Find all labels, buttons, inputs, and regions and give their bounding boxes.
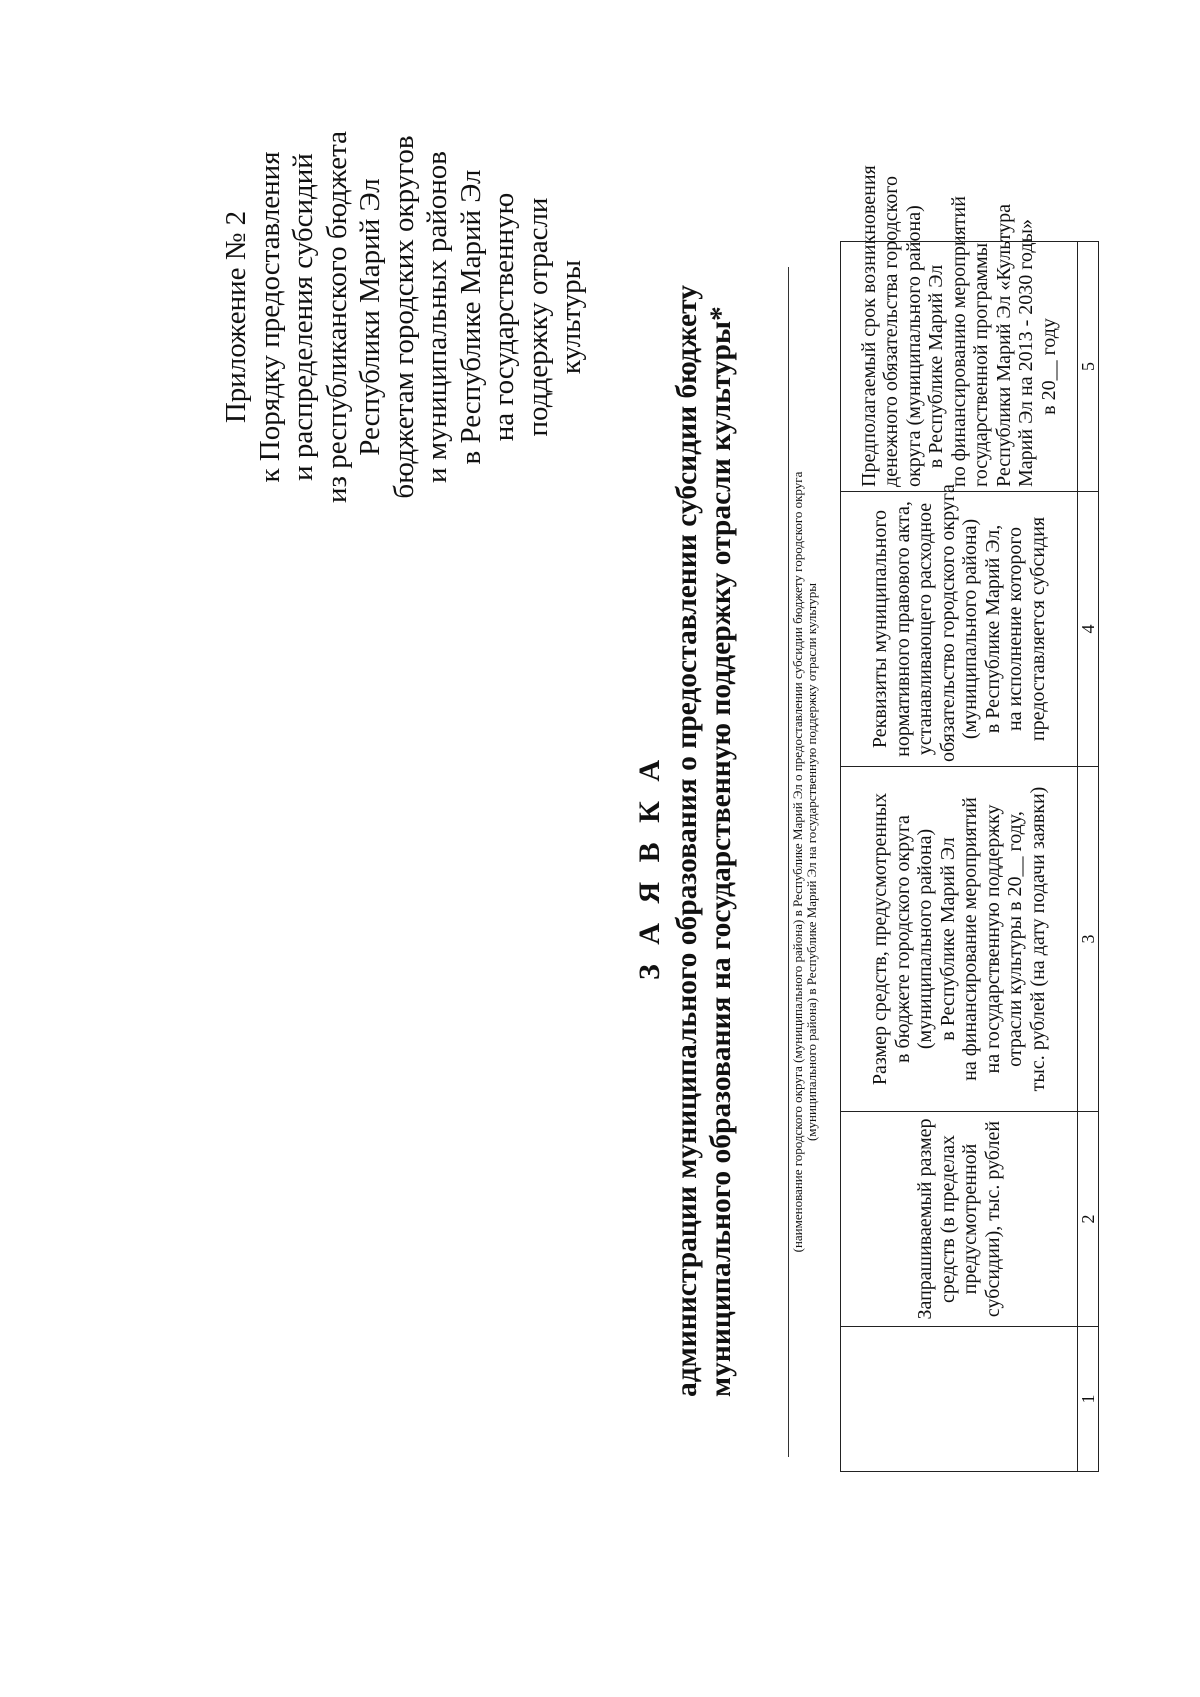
table-header-cell [841,1327,1078,1472]
table-number-row [1078,242,1099,1472]
column-number: 3 [1078,767,1099,1112]
appendix-line: культуры [555,259,587,375]
header-line: устанавливающего расходное [914,502,936,756]
appendix-line: из республиканского бюджета [320,131,353,503]
column-number: 2 [1078,1112,1099,1327]
title-line: муниципального образования на государственную поддержку отрасли культуры* [705,306,737,1397]
header-line: (муниципального района) [959,518,981,740]
header-line: средств (в пределах [936,1134,959,1304]
column-number: 5 [1078,242,1099,492]
title-zayavka: З А Я В К А [633,753,666,981]
appendix-line: Приложение № 2 [220,210,252,424]
table-header-cell [841,484,1078,767]
header-line: Размер средств, предусмотренных [869,792,891,1086]
table-header-cell [841,767,1078,1112]
appendix-line: Республики Марий Эл [354,178,386,456]
header-line: округа (муниципального района) [902,205,925,487]
header-line: в 20__ году [1037,318,1060,415]
appendix-line: на государственную [488,192,520,442]
header-line: на государственную поддержку [981,804,1004,1074]
appendix-line: в Республике Марий Эл [454,169,487,465]
document-title [630,285,738,1397]
table-header-cell [841,165,1078,492]
header-line: отрасли культуры в 20__ году, [1004,811,1026,1067]
column-number: 1 [1078,1327,1099,1472]
name-field-caption [788,267,819,1457]
header-line: Республики Марий Эл «Культура [992,204,1015,487]
header-line: Запрашиваемый размер [914,1118,936,1320]
header-line: нормативного правового акта, [891,501,914,757]
header-line: в Республике Марий Эл [925,264,948,469]
appendix-header [220,67,589,567]
table-header-row [841,242,1078,1472]
header-line: в Республике Марий Эл [936,837,959,1041]
appendix-line: к Порядку предоставления [253,151,286,483]
title-line: администрации муниципального образования о предоставлении субсидии бюджету [671,285,703,1397]
header-line: субсидии), тыс. рублей [981,1120,1004,1318]
header-line: предоставляется субсидия [1026,516,1049,742]
header-line: в бюджете городского округа [891,815,914,1063]
header-line: обязательство городского округа [936,484,959,762]
header-line: в Республике Марий Эл, [981,524,1004,734]
header-line: Предполагаемый срок возникновения [857,165,880,487]
header-line: государственной программы [970,242,993,487]
header-line: по финансированию мероприятий [947,196,970,487]
header-line: (муниципального района) [914,828,936,1050]
header-line: Реквизиты муниципального [869,509,891,749]
table-header-cell [841,1112,1078,1327]
appendix-line: бюджетам городских округов [387,135,420,499]
header-line: Марий Эл на 2013 - 2030 годы» [1015,219,1038,487]
column-number: 4 [1078,492,1099,767]
appendix-line: и распределения субсидий [287,153,319,481]
appendix-line: и муниципальных районов [421,151,453,483]
caption-line: (муниципального района) в Республике Марий Эл на государственную поддержку отрасли культуры [804,582,819,1142]
header-line: предусмотренной [959,1143,981,1295]
request-table [840,165,1099,1472]
caption-line: (наименование городского округа (муниципального района) в Республике Марий Эл о предоставлении субсидии бюджету городского округа [790,471,805,1253]
header-line: на финансирование мероприятий [959,797,981,1081]
header-line: на исполнение которого [1004,526,1026,732]
appendix-line: поддержку отрасли [521,197,554,437]
header-line: тыс. рублей (на дату подачи заявки) [1026,786,1049,1092]
header-line: денежного обязательства городского [880,176,903,487]
